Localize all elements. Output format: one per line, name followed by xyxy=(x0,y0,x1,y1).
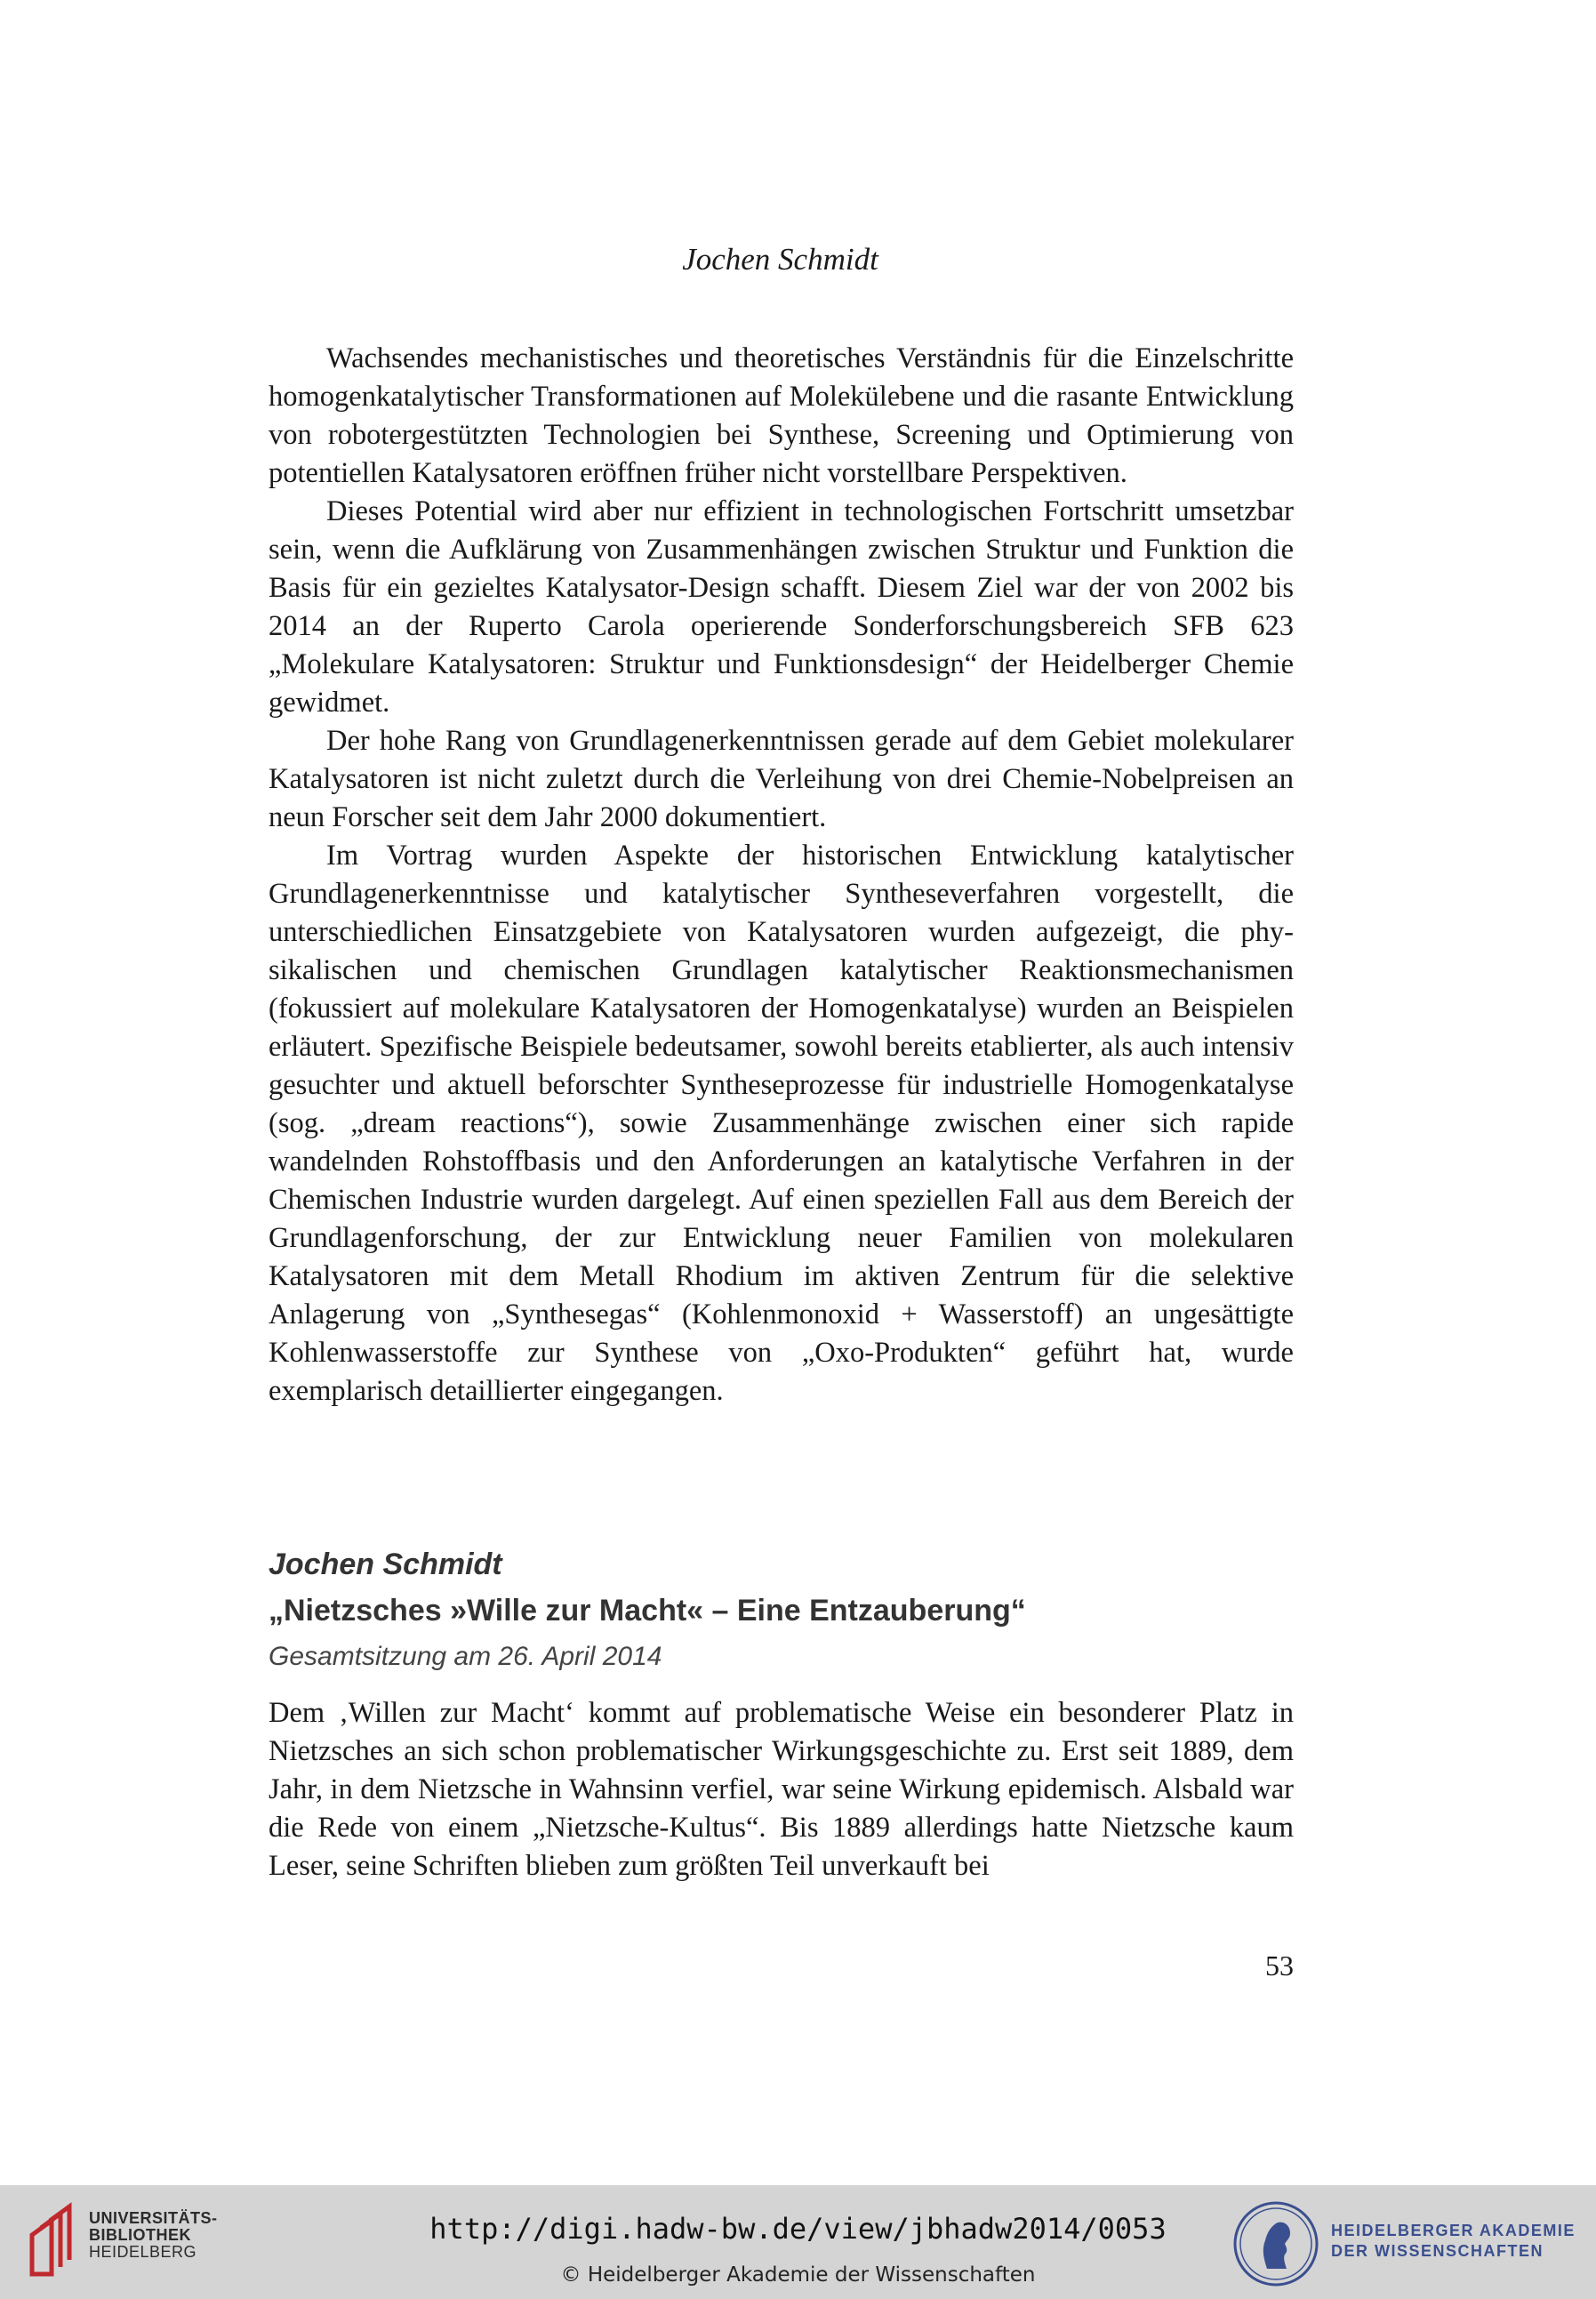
academy-name xyxy=(1331,2221,1576,2262)
article-title: „Nietzsches »Wille zur Macht« – Eine Entzauberung“ xyxy=(269,1594,1026,1628)
permalink-url[interactable]: http://digi.hadw-bw.de/view/jbhadw2014/0053 xyxy=(429,2212,1167,2246)
running-head: Jochen Schmidt xyxy=(682,242,878,277)
paragraph: Im Vortrag wurden Aspekte der historischen Entwicklung katalytischer Grundlagenerkenntnisse und katalytischer Syntheseverfahren vorgestellt, die unterschiedlichen Einsatzgebiete von Katalysatoren wurden aufgezeigt, die physikalischen und chemischen Grundlagen katalytischer Reaktionsmechanismen (fokussiert auf molekulare Katalysatoren der Homogenkatalyse) wurden an Beispielen erläutert. Spezifische Beispiele bedeutsamer, sowohl bereits etablierter, als auch intensiv gesuchter und aktuell beforschter Syntheseprozesse für industrielle Homogenkatalyse (sog. „dream reactions“), sowie Zusammenhänge zwischen einer sich rapide wandelnden Rohstoffbasis und den Anforderungen an katalytische Verfahren in der Chemischen Industrie wurden dargelegt. Auf einen speziellen Fall aus dem Bereich der Grundlagenforschung, der zur Entwicklung neuer Familien von molekularen Katalysatoren mit dem Metall Rhodium im aktiven Zentrum für die selektive Anlagerung von „Synthesegas“ (Kohlenmonoxid + Wasserstoff) an ungesättigte Kohlenwasserstoffe zur Synthese von „Oxo-Produkten“ geführt hat, wurde exemplarisch detaillierter eingegangen. xyxy=(269,840,1294,1407)
academy-name-line1: HEIDELBERGER AKADEMIE xyxy=(1331,2222,1576,2239)
paragraph: Der hohe Rang von Grundlagenerkenntnissen gerade auf dem Gebiet molekularer Katalysatoren ist nicht zuletzt durch die Verleihung von drei Chemie-Nobelpreisen an neun Forscher seit dem Jahr 2000 dokumentiert. xyxy=(269,725,1294,833)
body-text-section-2 xyxy=(269,1694,1294,1885)
article-session: Gesamtsitzung am 26. April 2014 xyxy=(269,1642,662,1671)
academy-name-line2: DER WISSENSCHAFTEN xyxy=(1331,2242,1544,2260)
body-text-section-1 xyxy=(269,340,1294,1411)
footer-bar xyxy=(0,2185,1596,2299)
library-name-line2: BIBLIOTHEK xyxy=(89,2226,191,2244)
article-heading xyxy=(269,1541,1294,1680)
paragraph: Dem ‚Willen zur Macht‘ kommt auf problematische Weise ein besonderer Platz in Nietzsches an sich schon problematischer Wirkungsgeschichte zu. Erst seit 1889, dem Jahr, in dem Nietzsche in Wahnsinn verfiel, war seine Wirkung epidemisch. Alsbald war die Rede von einem „Nietzsche-Kultus“. Bis 1889 allerdings hatte Nietzsche kaum Leser, seine Schriften blieben zum größten Teil unverkauft bei xyxy=(269,1697,1294,1882)
article-author: Jochen Schmidt xyxy=(269,1547,502,1581)
paragraph: Dieses Potential wird aber nur effizient in technologischen Fortschritt umsetzbar sein, wenn die Aufklärung von Zusammenhängen zwischen Struktur und Funktion die Basis für ein gezieltes Katalysator-Design schafft. Diesem Ziel war der von 2002 bis 2014 an der Ruperto Carola operierende Sonderforschungsbereich SFB 623 „Molekulare Katalysatoren: Struktur und Funktionsdesign“ der Heidelberger Chemie gewidmet. xyxy=(269,495,1294,719)
copyright-notice: © Heidelberger Akademie der Wissenschaften xyxy=(560,2263,1036,2287)
library-name-line1: UNIVERSITÄTS- xyxy=(89,2209,218,2227)
library-name-line3: HEIDELBERG xyxy=(89,2243,197,2261)
paragraph: Wachsendes mechanistisches und theoretisches Verständnis für die Einzelschritte homogenkatalytischer Transformationen auf Molekülebene und die rasante Entwicklung von robotergestützten Technologien bei Synthese, Screening und Optimierung von potentiellen Katalysatoren eröffnen früher nicht vorstellbare Perspektiven. xyxy=(269,342,1294,489)
academy-seal-icon[interactable] xyxy=(1231,2199,1320,2288)
page-number: 53 xyxy=(1265,1949,1294,1981)
